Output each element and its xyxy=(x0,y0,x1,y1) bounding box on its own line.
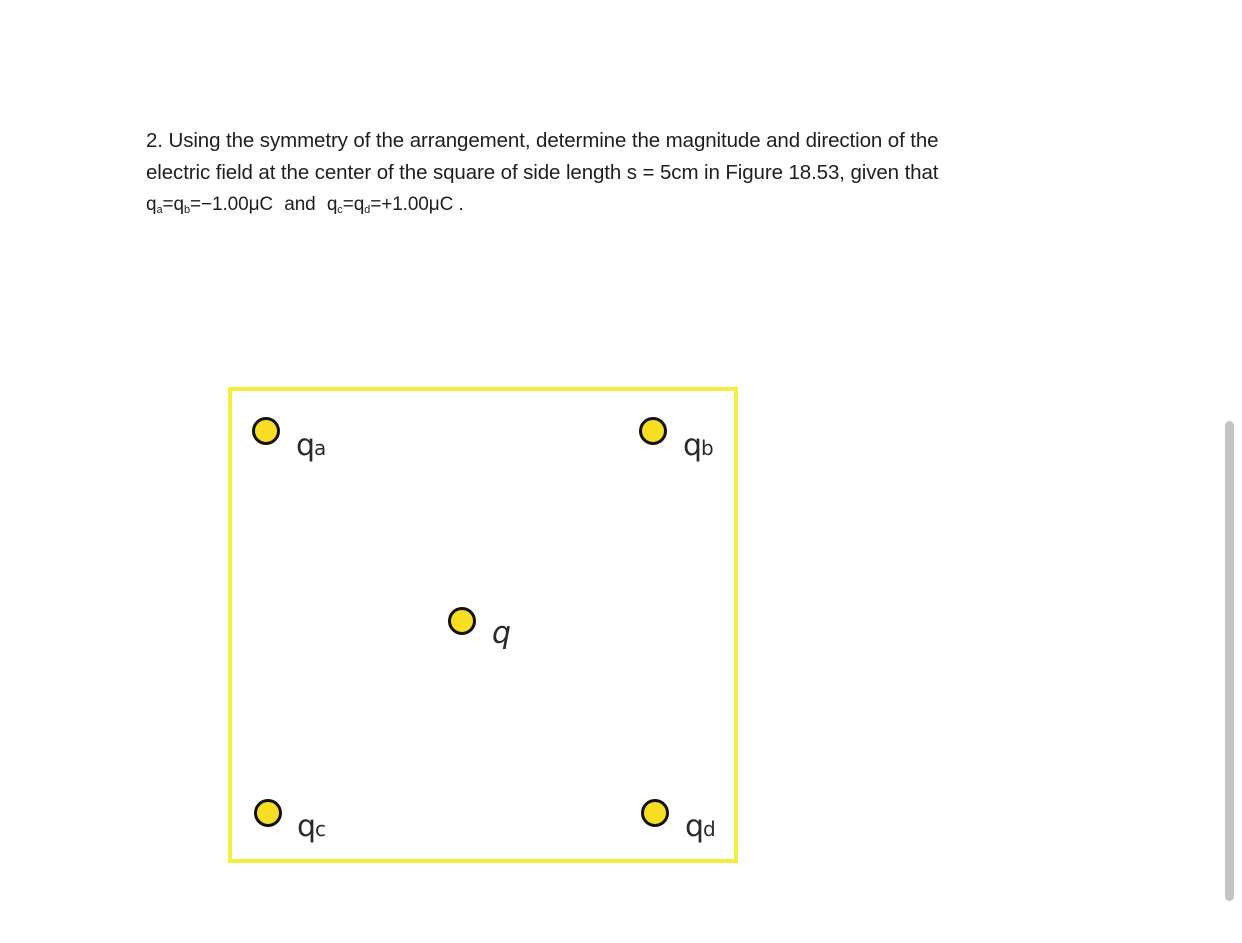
charge-values-equation: $q_a=q_b=-1.00\mu C$ and $q_c=q_d=+1.00\mu C$ . xyxy=(146,194,464,216)
charge-d-label: qd xyxy=(685,809,716,844)
charge-center-label: q xyxy=(492,616,512,651)
figure-18-53 xyxy=(228,387,740,865)
charge-c-dot xyxy=(254,799,282,827)
charge-b-dot xyxy=(639,417,667,445)
question-line-2: electric field at the center of the square of side length s = 5cm in Figure 18.53, given that xyxy=(146,161,939,184)
charge-a-dot xyxy=(252,417,280,445)
charge-center-dot xyxy=(448,607,476,635)
charge-a-label: qa xyxy=(296,428,327,463)
vertical-scrollbar-thumb[interactable] xyxy=(1225,421,1234,901)
question-text xyxy=(146,125,1046,221)
question-line-1: 2. Using the symmetry of the arrangement, determine the magnitude and direction of the xyxy=(146,129,939,152)
charge-b-label: qb xyxy=(683,428,714,463)
charge-c-label: qc xyxy=(297,809,327,844)
charge-d-dot xyxy=(641,799,669,827)
